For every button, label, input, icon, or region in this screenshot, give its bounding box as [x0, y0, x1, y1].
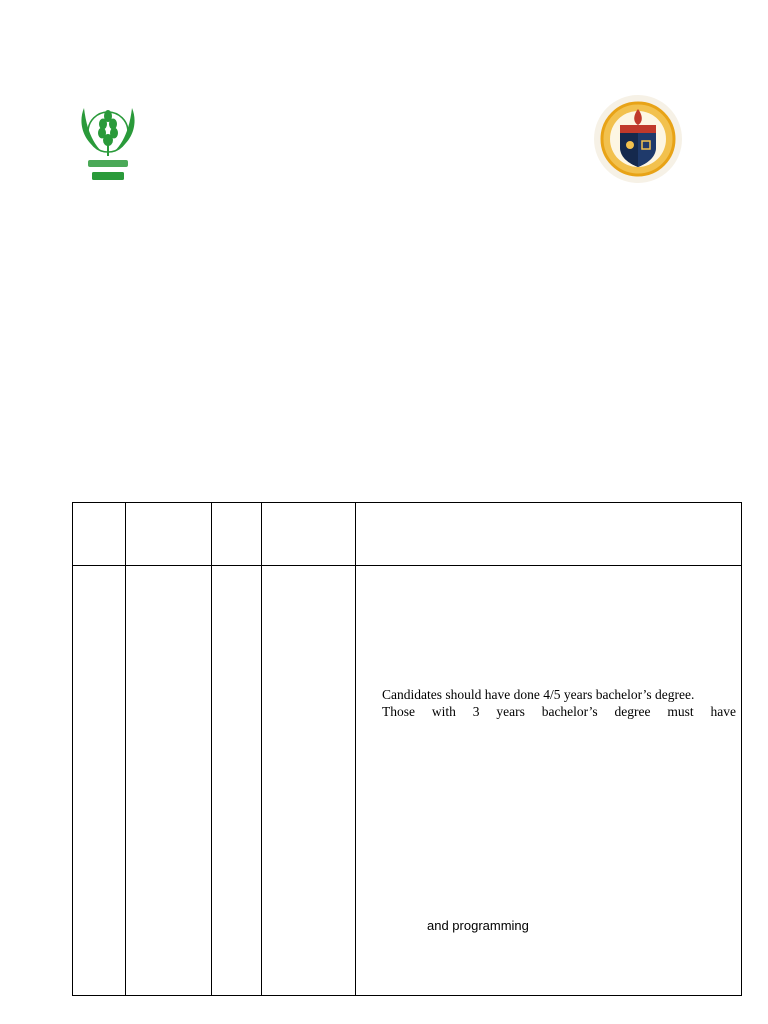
icar-wheat-logo-icon — [76, 102, 140, 184]
table-header-divider — [73, 565, 741, 566]
table-column-divider — [261, 503, 262, 995]
table-column-divider — [125, 503, 126, 995]
table-column-divider — [355, 503, 356, 995]
eligibility-table — [72, 502, 742, 996]
eligibility-line-1: Candidates should have done 4/5 years bachelor’s degree. — [382, 687, 695, 702]
university-emblem-icon — [592, 93, 684, 185]
eligibility-cell-text — [382, 686, 736, 720]
icar-logo — [76, 102, 140, 184]
university-emblem — [592, 93, 684, 185]
eligibility-line-2: Those with 3 years bachelor’s degree must have — [382, 704, 736, 719]
table-column-divider — [211, 503, 212, 995]
programming-fragment-text: and programming — [427, 918, 529, 933]
